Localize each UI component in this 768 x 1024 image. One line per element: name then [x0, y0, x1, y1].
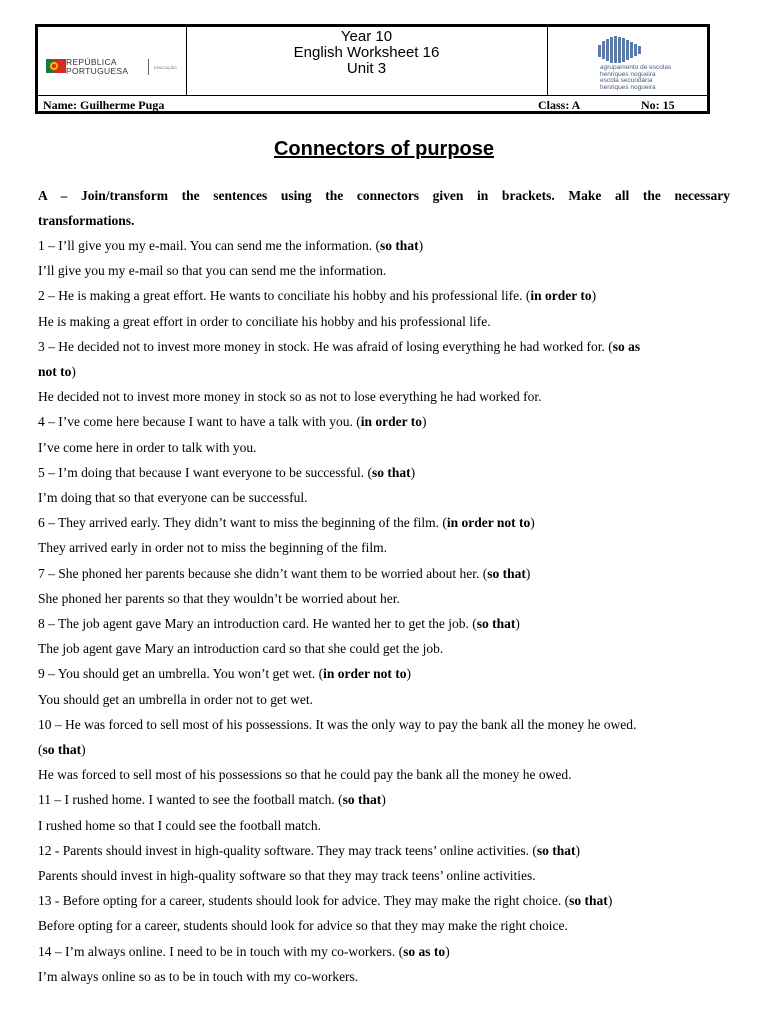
connector: in order to [360, 414, 422, 430]
logo-divider [148, 59, 149, 75]
question-text: 9 – You should get an umbrella. You won’t get wet. ( [38, 666, 324, 682]
question-text: 6 – They arrived early. They didn’t want to miss the beginning of the film. ( [38, 515, 447, 531]
question-line [38, 409, 427, 434]
instructions-line-1: A – Join/transform the sentences using the connectors given in brackets. Make all the necessary [38, 188, 730, 203]
connector: so as to [403, 943, 446, 959]
class-label: Class: A [538, 98, 581, 112]
question-text: 8 – The job agent gave Mary an introduction card. He wanted her to get the job. ( [38, 616, 477, 631]
connector: so as [612, 338, 641, 354]
page-title: Connectors of purpose [273, 138, 494, 160]
school-logo-icon [596, 35, 644, 65]
bracket-close: ) [381, 792, 386, 808]
answer-text: Parents should invest in high-quality software so that they may track teens’ online activities. [38, 868, 536, 883]
bracket-close: ) [71, 364, 76, 379]
answer-line [38, 762, 572, 787]
answer-text: The job agent gave Mary an introduction card so that she could get the job. [38, 641, 444, 657]
question-text: 12 - Parents should invest in high-quality software. They may track teens’ online activities. ( [38, 842, 537, 858]
question-line [38, 561, 530, 586]
portugal-flag-icon [46, 57, 66, 75]
question-line [38, 787, 386, 812]
question-line-continued [38, 359, 76, 384]
bracket-close: ) [530, 515, 535, 531]
connector: so that [342, 792, 382, 808]
connector: in order not to [323, 666, 407, 682]
connector: in order not to [446, 515, 531, 531]
question-line-continued [38, 737, 86, 762]
question-text: 7 – She phoned her parents because she didn’t want them to be worried about her. ( [38, 565, 488, 581]
answer-text: They arrived early in order not to miss the beginning of the film. [38, 540, 388, 556]
worksheet-header [35, 24, 710, 114]
answer-text: He decided not to invest more money in stock so as not to lose everything he had worked for. [38, 389, 542, 405]
question-line [38, 611, 520, 636]
question-text: 3 – He decided not to invest more money in stock. He was afraid of losing everything he had worked for. ( [38, 338, 613, 354]
header-top-row [38, 27, 707, 96]
answer-line [38, 258, 386, 283]
answer-text: I’m always online so as to be in touch with my co-workers. [38, 968, 359, 984]
bracket-close: ) [81, 742, 86, 757]
answer-text: He was forced to sell most of his possessions so that he could pay the bank all the money he owed. [38, 767, 572, 783]
answer-text: I’ve come here in order to talk with you. [38, 439, 257, 455]
answer-text: He is making a great effort in order to conciliate his hobby and his professional life. [38, 313, 491, 329]
bracket-close: ) [515, 616, 520, 631]
answer-line [38, 384, 542, 409]
answer-line [38, 964, 358, 989]
worksheet-title-cell [186, 27, 548, 95]
question-line [38, 838, 580, 863]
answer-line [38, 636, 443, 661]
connector: so that [476, 616, 516, 631]
republica-logo-cell [38, 27, 187, 95]
connector: so that [379, 238, 419, 253]
question-text: 10 – He was forced to sell most of his possessions. It was the only way to pay the bank all the money he owed. [38, 716, 637, 732]
question-line [38, 510, 535, 535]
answer-line [38, 535, 387, 560]
connector: so that [372, 464, 411, 480]
answer-line [38, 435, 257, 460]
question-line [38, 661, 411, 686]
question-text: 4 – I’ve come here because I want to have a talk with you. ( [38, 414, 361, 430]
connector: so that [42, 742, 82, 757]
question-line [38, 334, 640, 359]
unit-label: Unit 3 [346, 60, 387, 77]
connector: so that [569, 893, 608, 909]
connector: in order to [530, 288, 592, 304]
year-label: Year 10 [340, 28, 393, 45]
question-line [38, 712, 636, 737]
question-line [38, 283, 596, 308]
educacao-label: EDUCAÇÃO [154, 65, 177, 70]
question-line [38, 233, 423, 258]
question-line [38, 460, 415, 485]
answer-text: Before opting for a career, students should look for advice so that they may make the right choice. [38, 918, 568, 934]
answer-line [38, 485, 308, 510]
answer-line [38, 813, 321, 838]
bracket-close: ) [406, 666, 411, 682]
question-text: 13 - Before opting for a career, students should look for advice. They may make the right choice. ( [38, 893, 570, 909]
connector-continued: not to [38, 364, 72, 379]
question-line [38, 939, 450, 964]
answer-line [38, 863, 536, 888]
answer-text: You should get an umbrella in order not to get wet. [38, 691, 313, 707]
answer-text: She phoned her parents so that they wouldn’t be worried about her. [38, 590, 400, 606]
answer-text: I’m doing that so that everyone can be successful. [38, 490, 308, 505]
student-name: Name: Guilherme Puga [43, 98, 165, 112]
answer-line [38, 687, 313, 712]
instructions [38, 183, 730, 233]
answer-text: I’ll give you my e-mail so that you can send me the information. [38, 263, 387, 279]
answer-text: I rushed home so that I could see the football match. [38, 817, 322, 833]
worksheet-label: English Worksheet 16 [293, 44, 440, 61]
question-text: 1 – I’ll give you my e-mail. You can send me the information. ( [38, 238, 380, 253]
instructions-line-2: transformations. [38, 213, 135, 228]
bracket-close: ) [575, 842, 581, 858]
question-line [38, 888, 612, 913]
school-name-label: agrupamento de escolas henriques nogueira escola secundária henriques nogueira [600, 64, 672, 91]
bracket-close: ) [418, 238, 424, 253]
bracket-open: ( [38, 742, 43, 757]
republica-portuguesa-label: REPÚBLICA PORTUGUESA [66, 57, 129, 76]
question-text: 14 – I’m always online. I need to be in touch with my co-workers. ( [38, 943, 404, 959]
question-text: 5 – I’m doing that because I want everyone to be successful. ( [38, 464, 373, 480]
answer-line [38, 586, 400, 611]
bracket-close: ) [422, 414, 427, 430]
number-label: No: 15 [641, 98, 675, 112]
student-info-row [38, 96, 707, 114]
question-text: 2 – He is making a great effort. He wants to conciliate his hobby and his professional life. ( [38, 288, 531, 304]
bracket-close: ) [607, 893, 613, 909]
bracket-close: ) [591, 288, 597, 304]
connector: so that [536, 842, 576, 858]
answer-line [38, 309, 491, 334]
bracket-close: ) [410, 464, 416, 480]
school-logo-cell [548, 27, 707, 95]
bracket-close: ) [525, 565, 531, 581]
answer-line [38, 913, 568, 938]
connector: so that [487, 565, 526, 581]
bracket-close: ) [445, 943, 450, 959]
question-text: 11 – I rushed home. I wanted to see the football match. ( [38, 792, 343, 808]
